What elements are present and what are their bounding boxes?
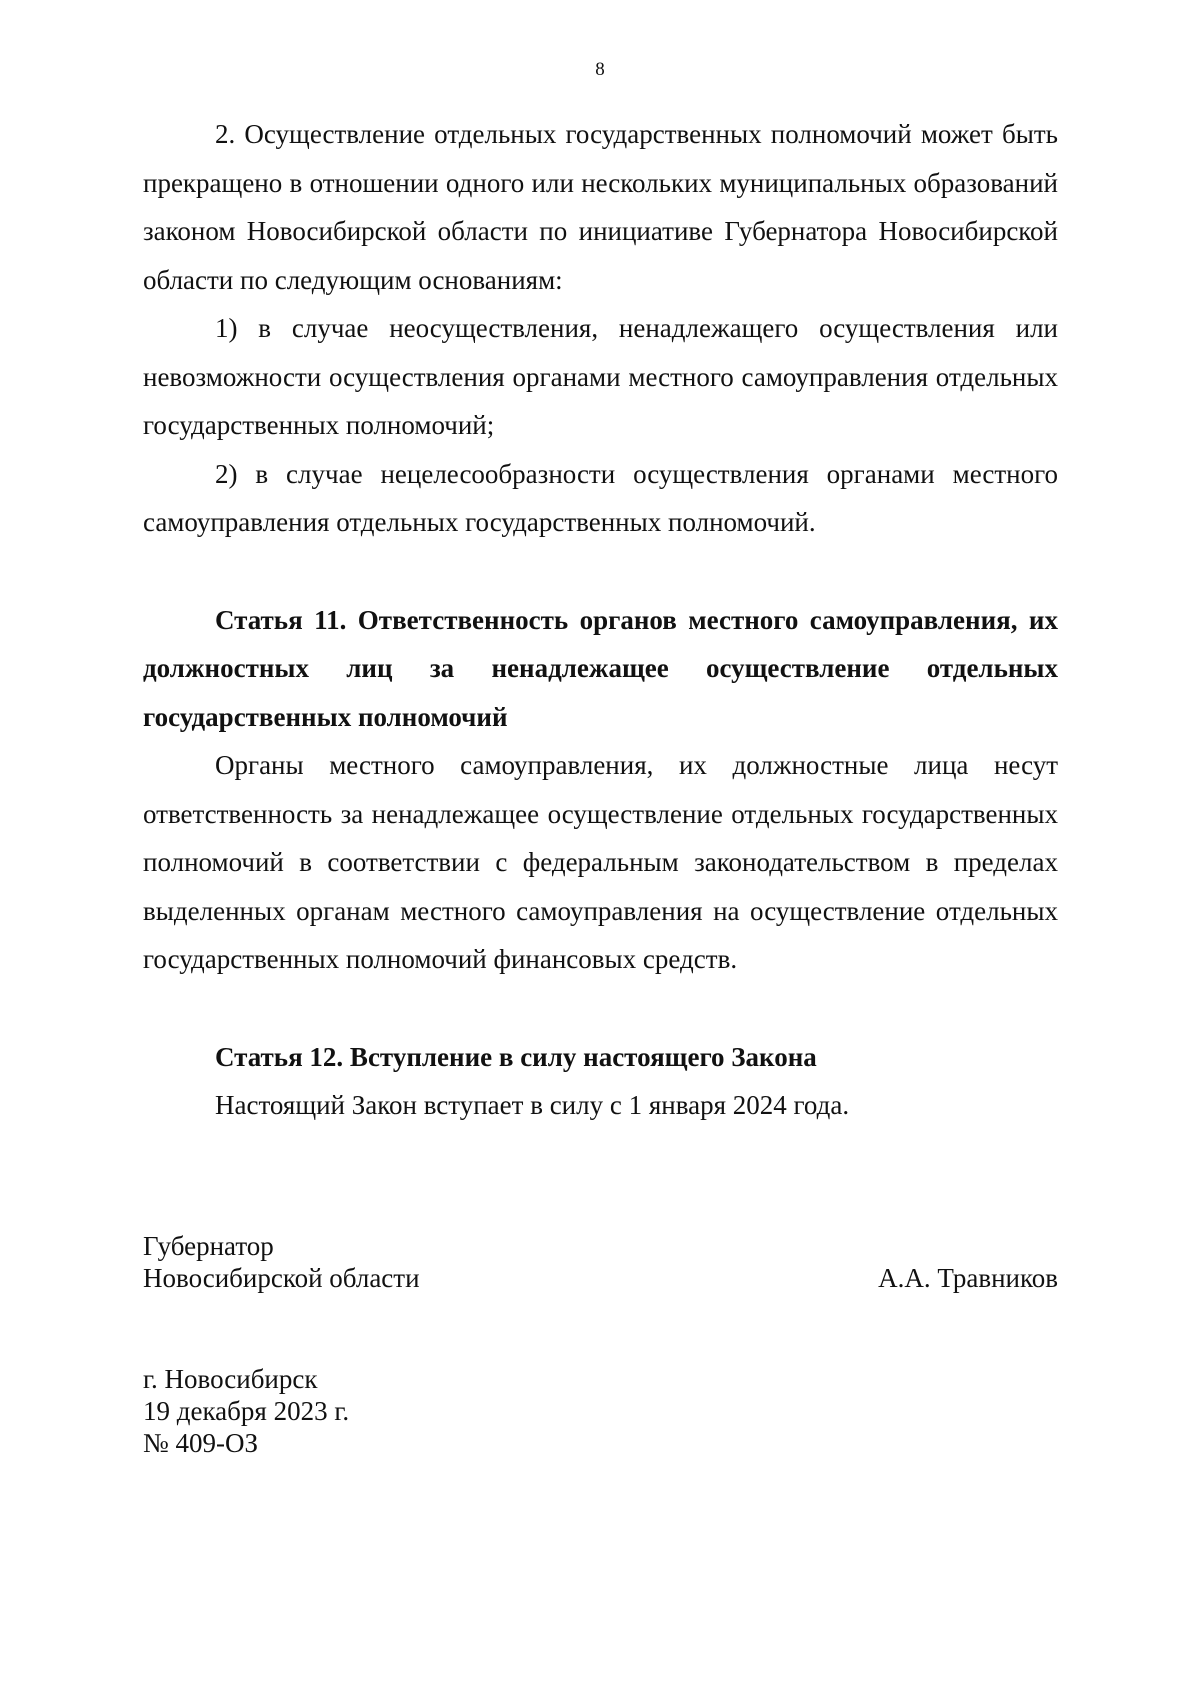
article-12-heading: Статья 12. Вступление в силу настоящего Закона xyxy=(215,1041,817,1072)
date: 19 декабря 2023 г. xyxy=(143,1396,350,1426)
paragraph-2-item-1: 1) в случае неосуществления, ненадлежащего осуществления или невозможности осуществления органами местного самоуправления отдельных государственных полномочий; xyxy=(143,313,1058,440)
document-body xyxy=(143,110,1058,1130)
signature-block xyxy=(143,1230,1058,1294)
article-11-heading: Статья 11. Ответственность органов местного самоуправления, их должностных лиц за ненадлежащее осуществление отдельных государственных полномочий xyxy=(143,604,1058,732)
paragraph-2: 2. Осуществление отдельных государственных полномочий может быть прекращено в отношении одного или нескольких муниципальных образований законом Новосибирской области по инициативе Губернатора Новосибирской области по следующим основаниям: xyxy=(143,119,1058,295)
article-12-text: Настоящий Закон вступает в силу с 1 января 2024 года. xyxy=(215,1090,850,1120)
article-11-text: Органы местного самоуправления, их должностные лица несут ответственность за ненадлежащее осуществление отдельных государственных полномочий в соответствии с федеральным законодательством в пределах выделенных органам местного самоуправления на осуществление отдельных государственных полномочий финансовых средств. xyxy=(143,750,1058,974)
signatory-name: А.А. Травников xyxy=(878,1263,1058,1293)
place-date-block xyxy=(143,1363,349,1459)
law-number: № 409-ОЗ xyxy=(143,1428,259,1458)
paragraph-2-item-2: 2) в случае нецелесообразности осуществления органами местного самоуправления отдельных государственных полномочий. xyxy=(143,458,1058,537)
page-number: 8 xyxy=(595,59,605,80)
signatory-title-line2: Новосибирской области xyxy=(143,1263,420,1293)
city: г. Новосибирск xyxy=(143,1364,318,1394)
signatory-title-line1: Губернатор xyxy=(143,1231,274,1261)
